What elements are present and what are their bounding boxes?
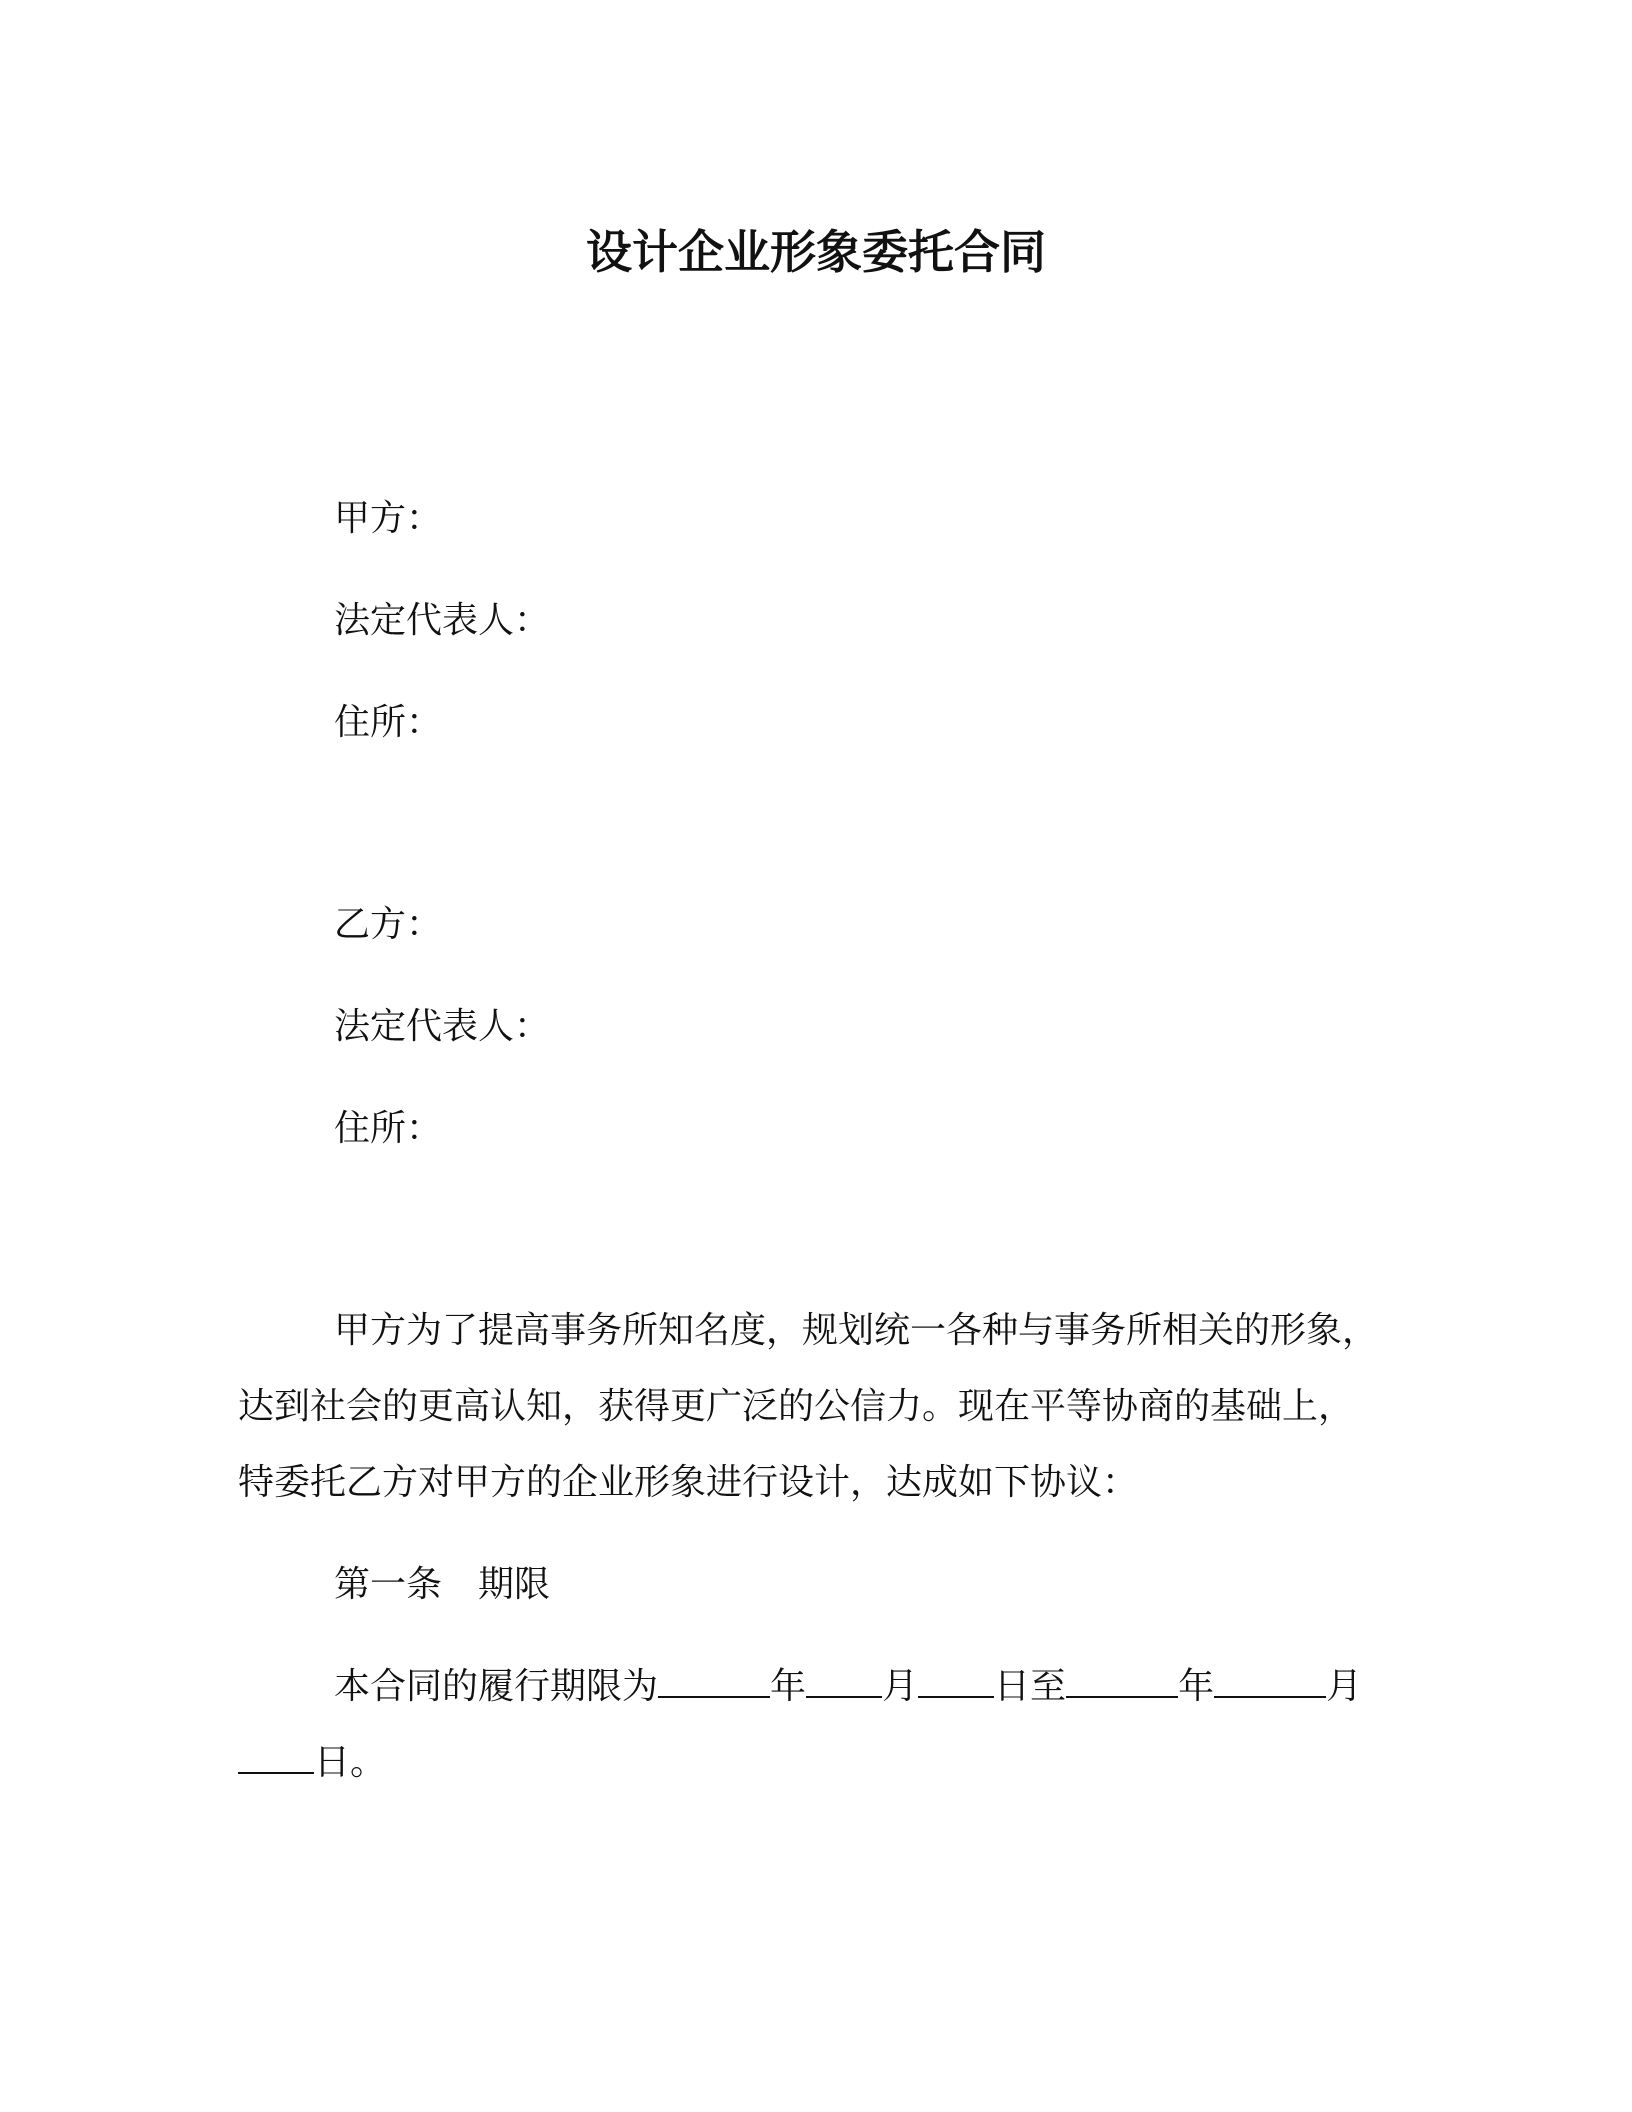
end-year-label: 年 <box>1178 1666 1215 1707</box>
article-1-term-line-2 <box>238 1741 386 1785</box>
end-day-blank <box>238 1742 314 1774</box>
start-day-blank <box>918 1666 994 1698</box>
article-1-heading <box>334 1563 550 1607</box>
start-day-to-label: 日至 <box>994 1666 1067 1707</box>
end-year-blank <box>1066 1666 1178 1698</box>
start-month-blank <box>806 1666 882 1698</box>
start-month-label: 月 <box>882 1666 919 1707</box>
party-b-representative: 法定代表人： <box>334 1006 551 1047</box>
party-a-representative: 法定代表人： <box>334 600 551 641</box>
start-year-blank <box>658 1666 770 1698</box>
preamble-line-3: 特委托乙方对甲方的企业形象进行设计，达成如下协议： <box>238 1462 1139 1503</box>
party-a-label: 甲方： <box>334 498 443 539</box>
article-1-term-line <box>334 1665 1362 1709</box>
preamble-line-1: 甲方为了提高事务所知名度，规划统一各种与事务所相关的形象， <box>334 1310 1379 1351</box>
article-1-number: 第一条 <box>334 1564 443 1605</box>
party-b-address: 住所： <box>334 1108 443 1149</box>
end-month-blank <box>1214 1666 1326 1698</box>
party-b-label: 乙方： <box>334 904 443 945</box>
start-year-label: 年 <box>770 1666 807 1707</box>
end-month-label: 月 <box>1326 1666 1363 1707</box>
preamble-line-2: 达到社会的更高认知，获得更广泛的公信力。现在平等协商的基础上， <box>238 1386 1355 1427</box>
article-1-title: 期限 <box>478 1564 551 1605</box>
party-a-address: 住所： <box>334 702 443 743</box>
term-prefix: 本合同的履行期限为 <box>334 1666 659 1707</box>
end-day-label: 日。 <box>314 1742 387 1783</box>
document-title: 设计企业形象委托合同 <box>586 225 1046 279</box>
